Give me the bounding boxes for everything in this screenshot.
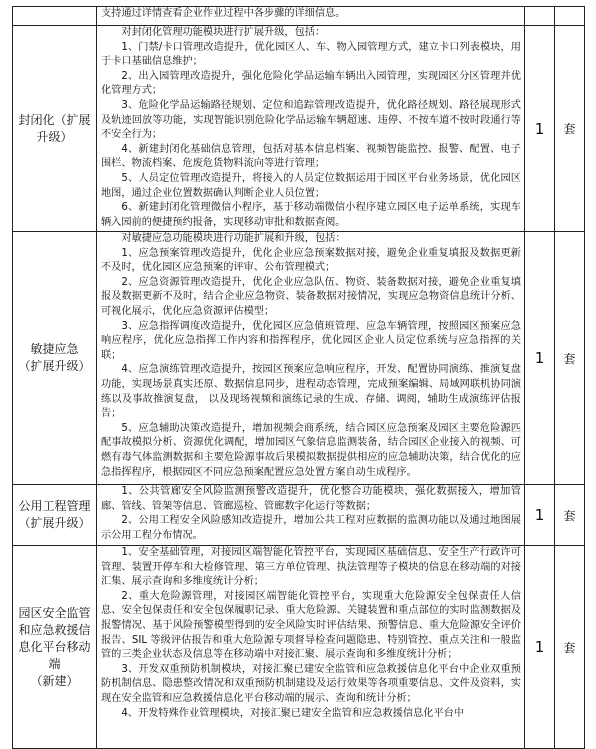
unit-cell: 套 <box>555 546 585 749</box>
description-paragraph: 2、公用工程安全风险感知改造提升，增加公共工程对应数据的监测功能以及通过地图展示公用工程分布情况。 <box>101 515 521 541</box>
item-description-cell <box>97 485 525 546</box>
unit-cell: 套 <box>555 485 585 546</box>
item-name-line: 敏捷应急 <box>30 342 79 356</box>
quantity-cell <box>525 7 555 26</box>
item-name-line: （新建） <box>30 673 79 688</box>
item-name-cell <box>13 546 97 749</box>
description-paragraph: 1、安全基础管理，对接园区端智能化管控平台，实现园区基础信息、安全生产行政许可管理、装置开停车和大检修管理、第三方单位管理、执法管理等子模块的信息在移动端的对接汇集、展示查询和多维度统计分析； <box>101 547 521 588</box>
description-paragraph: 对敏捷应急功能模块进行功能扩展和升级，包括： <box>121 233 346 244</box>
description-paragraph: 1、门禁/卡口管理改造提升，优化园区人、车、物入园管理方式，建立卡口列表模块，用于卡口基础信息维护； <box>101 41 521 68</box>
description-paragraph: 2、重大危险源管理，对接园区端智能化管控平台，实现重大危险源安全包保责任人信息、安全包保责任和安全包保履职记录、重大危险源、关键装置和重点部位的实时监测数据及报警情况、基于风险预警模型得到的安全风险实时评估结果、预警信息、重大危险源安全评价报告、SIL 等级评估报告和重大危险源专项督导检查问题隐患、特别管控、重点关注和一般监管的三类企业状态及信息等在移动端中对接汇聚、展示查询和多维度统计分析； <box>101 590 521 661</box>
item-name-line: 升级） <box>36 129 73 144</box>
description-paragraph: 4、开发特殊作业管理模块，对接汇聚已建安全监管和应急救援信息化平台中 <box>121 707 465 719</box>
description-paragraph: 3、危险化学品运输路径规划、定位和追踪管理改造提升，优化路径规划、路径展现形式及轨迹回放等功能，实现智能识别危险化学品运输车辆超速、违停、不按车道不按时段通行等不安全行为； <box>101 99 521 141</box>
quantity-cell: 1 <box>525 26 555 232</box>
item-name-cell <box>13 26 97 232</box>
description-paragraph: 2、应急资源管理改造提升，优化企业应急队伍、物资、装备数据对接，避免企业重复填报及数据更新不及时，结合企业应急物资、装备数据对接情况，实现应急物资信息统计分析、可视化展示，优化应急资源评估模型； <box>101 276 521 317</box>
description-paragraph: 5、人员定位管理改造提升，将接入的人员定位数据运用于园区平台业务场景，优化园区地图，通过企业位置数据确认判断企业人员位置； <box>101 172 521 199</box>
unit-cell <box>555 7 585 26</box>
quantity-cell: 1 <box>525 232 555 485</box>
description-paragraph: 1、公共管廊安全风险监测预警改造提升，优化整合功能模块，强化数据接入，增加管廊、管线、管架等信息、管廊巡检、管廊数字化运行等数据； <box>101 486 521 512</box>
description-paragraph: 对封闭化管理功能模块进行扩展升级，包括： <box>121 27 326 38</box>
description-paragraph: 2、出入园管理改造提升，强化危险化学品运输车辆出入园管理，实现园区分区管理并优化管理方式； <box>101 70 521 97</box>
table-row <box>13 546 585 749</box>
item-name-cell <box>13 232 97 485</box>
description-paragraph: 4、应急演练管理改造提升，按园区预案应急响应程序，开发、配置协同演练、推演复盘功能，实现场景真实还原、数据信息同步，进程动态管理，完成预案编辑、局域网联机协同演练以及事故推演复盘， 以及现场视频和演练记录的生成、存储、调阅，辅助生成演练评估报告； <box>101 364 521 420</box>
item-name-line: 公用工程管理 <box>18 499 91 513</box>
unit-cell: 套 <box>555 26 585 232</box>
description-paragraph: 3、应急指挥调度改造提升，优化园区应急值班管理、应急车辆管理，按照园区预案应急响应程序，优化应急指挥工作内容和指挥程序，优化园区企业人员定位系统与应急指挥的关联； <box>101 320 521 361</box>
quantity-cell: 1 <box>525 546 555 749</box>
item-description-cell <box>97 232 525 485</box>
item-name-line: 和应急救援信 <box>18 622 91 637</box>
item-description-cell <box>97 546 525 749</box>
table-row <box>13 232 585 485</box>
item-name-line: （扩展升级） <box>18 359 91 373</box>
description-paragraph: 1、应急预案管理改造提升，优化企业应急预案数据对接，避免企业重复填报及数据更新不及时，优化园区应急预案的评审、公布管理模式； <box>101 247 521 274</box>
item-name-line: （扩展升级） <box>18 516 91 530</box>
item-name-line: 封闭化（扩展 <box>18 112 91 127</box>
table-row <box>13 7 585 26</box>
item-name-line: 端 <box>48 656 61 671</box>
table-row <box>13 26 585 232</box>
quantity-cell: 1 <box>525 485 555 546</box>
item-name-line: 园区安全监管 <box>18 605 91 620</box>
description-paragraph: 4、新建封闭化基础信息管理，包括对基本信息档案、视频智能监控、报警、配置、电子围栏、物流档案、危废危货物料流向等进行管理； <box>101 143 521 170</box>
item-description-cell <box>97 7 525 26</box>
spec-table-body <box>13 7 585 749</box>
description-paragraph: 6、新建封闭化管理微信小程序，基于移动端微信小程序建立园区电子运单系统，实现车辆入园前的便捷预约报备，实现移动审批和数据查阅。 <box>101 202 521 228</box>
item-name-cell <box>13 485 97 546</box>
unit-cell: 套 <box>555 232 585 485</box>
table-row <box>13 485 585 546</box>
description-paragraph: 3、开发双重预防机制模块，对接汇聚已建安全监管和应急救援信息化平台中企业双重预防机制信息、隐患整改情况和双重预防机制建设及运行效果等各项重要信息、文件及资料，实现在安全监管和应急救援信息化平台移动端的展示、查询和统计分析； <box>101 663 521 704</box>
description-paragraph: 5、应急辅助决策改造提升，增加视频会商系统，结合园区应急预案及园区主要危险源匹配事故模拟分析、资源优化调配，增加园区气象信息监测装备，结合园区企业接入的视频、可燃有毒气体监测数据和主要危险源事故后果模拟数据提供相应的应急辅助决策，结合优化的应急指挥程序，根据园区不同应急预案配置应急处置方案自动生成程序。 <box>101 422 521 478</box>
description-paragraph: 支持通过详情查看企业作业过程中各步骤的详细信息。 <box>101 8 346 19</box>
item-description-cell <box>97 26 525 232</box>
spec-table <box>12 6 585 749</box>
item-name-line: 息化平台移动 <box>18 639 91 654</box>
item-name-cell <box>13 7 97 26</box>
